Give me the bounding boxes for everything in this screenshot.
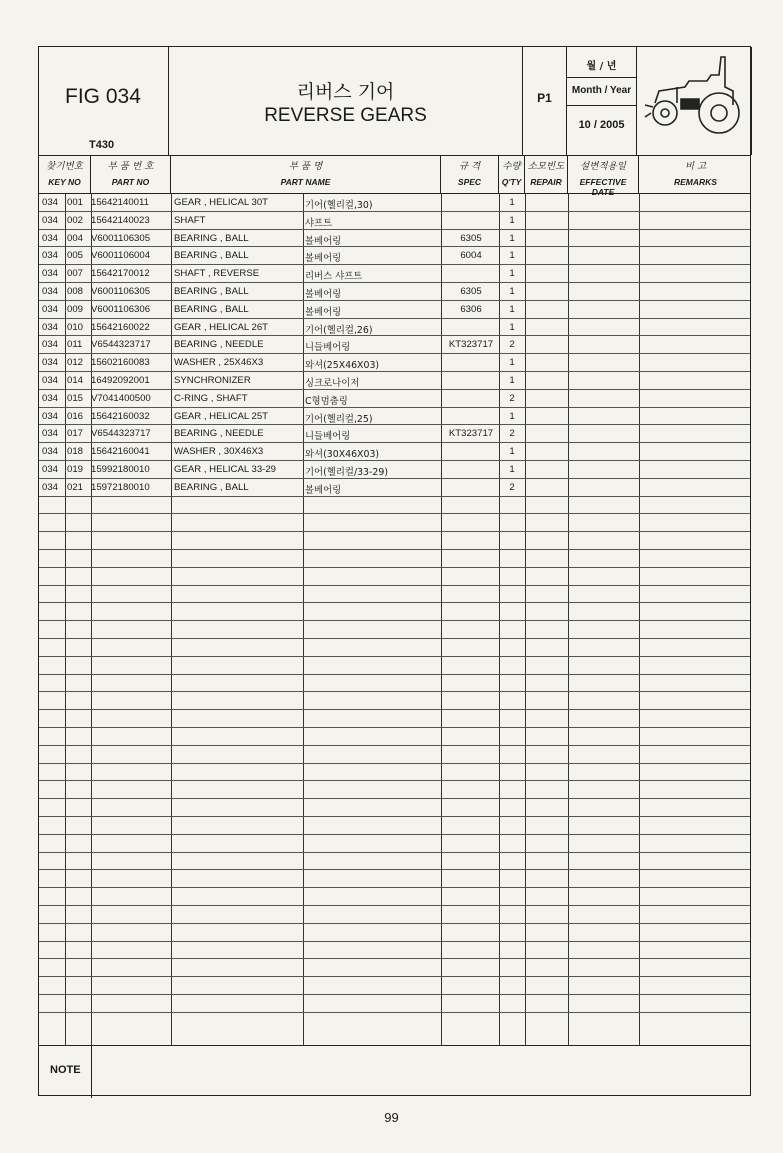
cell-kor: 기어(헬리컬,26)	[305, 324, 373, 336]
cell-part: V6001106004	[91, 250, 151, 262]
cell-name: BEARING , BALL	[174, 481, 249, 493]
cell-name: C-RING , SHAFT	[174, 392, 248, 404]
table-row	[39, 460, 750, 478]
cell-key: 012	[67, 357, 84, 369]
cell-kor: 볼베어링	[305, 289, 342, 300]
cell-key: 005	[67, 250, 84, 262]
cell-qty: 1	[509, 232, 515, 244]
cell-key: 018	[67, 446, 84, 458]
cell-part: V6001106305	[91, 286, 151, 297]
cell-name: BEARING , NEEDLE	[174, 428, 264, 440]
col-repair: 소모빈도 REPAIR	[525, 155, 568, 193]
table-row	[39, 389, 750, 407]
cell-fig: 034	[42, 375, 59, 386]
cell-key: 011	[67, 339, 83, 351]
cell-kor: 볼베어링	[305, 253, 342, 265]
column-header-row	[39, 155, 750, 197]
cell-part: V6544323717	[91, 339, 151, 351]
date-label-korean: 월 / 년	[586, 61, 617, 72]
cell-key: 009	[67, 303, 84, 315]
cell-part: 15642160032	[91, 410, 150, 422]
cell-kor: 기어(헬리컬/33-29)	[305, 467, 388, 478]
cell-kor: 니들베어링	[305, 342, 351, 354]
table-row	[39, 371, 750, 389]
title-korean: 리버스 기어	[296, 81, 395, 103]
cell-fig: 034	[42, 268, 59, 280]
cell-kor: C형멈춤링	[305, 395, 348, 407]
cell-fig: 034	[42, 339, 59, 351]
col-remarks: 비 고 REMARKS	[674, 161, 717, 187]
cell-fig: 034	[42, 232, 59, 244]
table-row	[39, 264, 750, 282]
fig-number: FIG 034	[65, 85, 141, 108]
cell-name: BEARING , BALL	[174, 250, 249, 262]
cell-fig: 034	[42, 481, 59, 493]
cell-name: BEARING , BALL	[174, 286, 249, 297]
cell-name: BEARING , BALL	[174, 232, 249, 244]
cell-kor: 기어(헬리컬,30)	[305, 200, 373, 211]
table-row	[39, 407, 750, 425]
table-row	[39, 211, 750, 229]
cell-qty: 1	[509, 250, 515, 262]
table-row	[39, 478, 750, 496]
date-box	[567, 47, 637, 155]
cell-key: 021	[67, 481, 84, 493]
cell-key: 002	[67, 214, 84, 226]
cell-key: 001	[67, 197, 84, 208]
cell-part: 15642160022	[91, 321, 150, 333]
table-row	[39, 442, 750, 460]
col-part-no: 부 품 번 호 PART NO	[91, 155, 171, 193]
cell-spec: 6305	[460, 232, 482, 244]
date-label-english: Month / Year	[571, 85, 632, 96]
cell-spec: 6306	[460, 303, 482, 315]
cell-qty: 1	[509, 357, 515, 369]
cell-kor: 기어(헬리컬,25)	[305, 413, 373, 425]
cell-qty: 1	[509, 321, 515, 333]
table-row	[39, 335, 750, 353]
cell-key: 019	[67, 464, 84, 475]
cell-fig: 034	[42, 446, 59, 458]
table-row	[39, 353, 750, 371]
cell-qty: 1	[509, 410, 515, 422]
cell-key: 010	[67, 321, 84, 333]
cell-fig: 034	[42, 303, 59, 315]
cell-qty: 2	[509, 339, 515, 351]
cell-key: 017	[67, 428, 84, 440]
page-box	[523, 47, 567, 155]
cell-name: GEAR , HELICAL 33-29	[174, 464, 277, 475]
cell-qty: 2	[509, 481, 515, 493]
table-row	[39, 193, 750, 211]
cell-fig: 034	[42, 214, 59, 226]
page-number: 99	[384, 1110, 399, 1125]
page-code: P1	[537, 91, 552, 105]
cell-name: SHAFT , REVERSE	[174, 268, 260, 280]
cell-name: GEAR , HELICAL 30T	[174, 197, 269, 208]
cell-part: V6001106305	[91, 232, 151, 244]
cell-fig: 034	[42, 286, 59, 297]
cell-kor: 볼베어링	[305, 484, 342, 496]
cell-name: SHAFT	[174, 214, 206, 226]
cell-part: 15972180010	[91, 481, 150, 493]
cell-fig: 034	[42, 321, 59, 333]
cell-spec: KT323717	[448, 339, 494, 351]
cell-name: GEAR , HELICAL 25T	[174, 410, 269, 422]
model-name: T430	[89, 139, 115, 151]
table-row	[39, 318, 750, 336]
cell-kor: 니들베어링	[305, 431, 351, 443]
cell-part: 15992180010	[91, 464, 150, 475]
parts-table	[39, 193, 750, 1045]
cell-fig: 034	[42, 357, 59, 369]
cell-part: 15602160083	[91, 357, 150, 369]
cell-qty: 2	[509, 392, 515, 404]
parts-sheet	[38, 46, 751, 1096]
table-row	[39, 229, 750, 247]
title-box	[169, 47, 523, 155]
cell-part: 15642170012	[91, 268, 150, 280]
tractor-icon	[637, 47, 752, 155]
cell-fig: 034	[42, 428, 59, 440]
note-label: NOTE	[50, 1064, 81, 1076]
cell-part: V7041400500	[91, 392, 151, 404]
cell-kor: 볼베어링	[305, 235, 342, 247]
cell-name: WASHER , 30X46X3	[174, 446, 264, 458]
cell-spec: KT323717	[448, 428, 494, 440]
col-key-no: 찾기번호 KEY NO	[39, 155, 91, 193]
cell-fig: 034	[42, 464, 59, 475]
cell-name: SYNCHRONIZER	[174, 375, 251, 386]
cell-kor: 볼베어링	[305, 306, 342, 318]
cell-name: GEAR , HELICAL 26T	[174, 321, 269, 333]
note-section	[39, 1045, 750, 1098]
cell-name: WASHER , 25X46X3	[174, 357, 264, 369]
date-value: 10 / 2005	[578, 119, 625, 131]
cell-spec: 6004	[460, 250, 482, 262]
cell-qty: 1	[509, 303, 515, 315]
cell-key: 016	[67, 410, 84, 422]
cell-key: 008	[67, 286, 84, 297]
col-effective-date: 설변적용일 EFFECTIVE DATE	[568, 155, 639, 193]
cell-key: 014	[67, 375, 84, 386]
cell-part: 15642140023	[91, 214, 150, 226]
cell-part: 15642160041	[91, 446, 150, 458]
cell-kor: 샤프트	[305, 217, 333, 229]
cell-qty: 2	[509, 428, 515, 440]
col-qty: 수량 Q'TY	[499, 155, 525, 193]
cell-qty: 1	[509, 268, 515, 280]
cell-spec: 6305	[460, 286, 482, 297]
cell-name: BEARING , NEEDLE	[174, 339, 264, 351]
cell-key: 007	[67, 268, 84, 280]
cell-qty: 1	[509, 286, 515, 297]
cell-kor: 리버스 샤프트	[305, 271, 363, 283]
cell-qty: 1	[509, 197, 515, 208]
cell-kor: 와셔(30X46X03)	[305, 449, 380, 461]
cell-fig: 034	[42, 410, 59, 422]
table-row	[39, 246, 750, 264]
cell-qty: 1	[509, 446, 515, 458]
cell-fig: 034	[42, 197, 59, 208]
cell-part: 15642140011	[91, 197, 149, 208]
cell-kor: 싱크로나이저	[305, 378, 360, 389]
table-row	[39, 424, 750, 442]
fig-box	[39, 47, 169, 155]
table-row	[39, 282, 750, 300]
cell-key: 015	[67, 392, 84, 404]
cell-qty: 1	[509, 214, 515, 226]
cell-fig: 034	[42, 250, 59, 262]
sheet-header	[39, 47, 750, 156]
cell-fig: 034	[42, 392, 59, 404]
col-spec: 규 격 SPEC	[441, 155, 499, 193]
table-row	[39, 300, 750, 318]
col-part-name: 부 품 명 PART NAME	[171, 155, 441, 193]
title-english: REVERSE GEARS	[264, 105, 427, 126]
cell-key: 004	[67, 232, 84, 244]
cell-part: V6544323717	[91, 428, 151, 440]
cell-name: BEARING , BALL	[174, 303, 249, 315]
cell-part: V6001106306	[91, 303, 151, 315]
cell-kor: 와셔(25X46X03)	[305, 360, 380, 372]
cell-qty: 1	[509, 464, 515, 475]
cell-qty: 1	[509, 375, 515, 386]
cell-part: 16492092001	[91, 375, 150, 386]
